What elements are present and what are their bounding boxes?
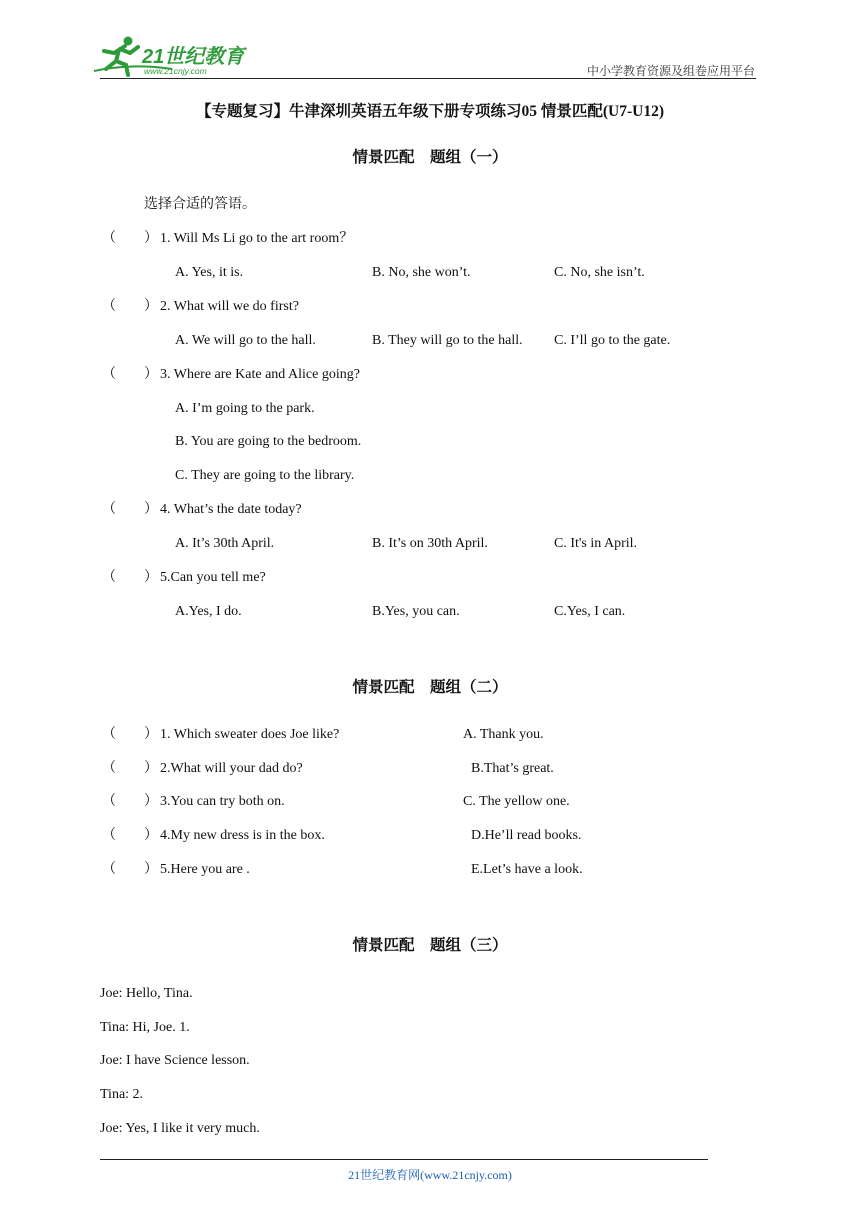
option-c: C. I’ll go to the gate. — [554, 333, 671, 348]
header-divider — [100, 78, 756, 79]
logo-url: www.21cnjy.com — [144, 66, 207, 76]
match-answer: E.Let’s have a look. — [471, 862, 583, 877]
answer-blank[interactable]: （ ） — [102, 794, 158, 809]
logo-text: 21世纪教育 — [142, 46, 245, 68]
answer-blank[interactable]: （ ） — [102, 502, 158, 517]
match-question: 2.What will your dad do? — [160, 761, 303, 776]
option-a: A. Yes, it is. — [175, 265, 244, 280]
option-a: A.Yes, I do. — [175, 604, 242, 619]
option-b: B.Yes, you can. — [372, 604, 460, 619]
answer-blank[interactable]: （ ） — [102, 299, 158, 314]
answer-blank[interactable]: （ ） — [102, 828, 158, 843]
header-platform-text: 中小学教育资源及组卷应用平台 — [586, 64, 755, 78]
answer-blank[interactable]: （ ） — [102, 231, 158, 246]
option-b: B. They will go to the hall. — [372, 333, 523, 348]
match-answer: D.He’ll read books. — [471, 828, 582, 843]
match-question: 4.My new dress is in the box. — [160, 828, 325, 843]
answer-blank[interactable]: （ ） — [102, 570, 158, 585]
dialogue-line: Tina: Hi, Joe. 1. — [100, 1020, 190, 1035]
match-answer: B.That’s great. — [471, 761, 554, 776]
dialogue-line: Tina: 2. — [100, 1087, 144, 1102]
runner-icon — [92, 33, 262, 77]
answer-blank[interactable]: （ ） — [102, 862, 158, 877]
document-title: 【专题复习】牛津深圳英语五年级下册专项练习05 情景匹配(U7-U12) — [196, 103, 664, 120]
answer-blank[interactable]: （ ） — [102, 761, 158, 776]
section1-title: 情景匹配 题组（一） — [352, 149, 508, 166]
dialogue-line: Joe: I have Science lesson. — [100, 1053, 250, 1068]
option-c: C. It's in April. — [554, 536, 638, 551]
option-a: A. We will go to the hall. — [175, 333, 316, 348]
option-c: C. No, she isn’t. — [554, 265, 645, 280]
match-question: 1. Which sweater does Joe like? — [160, 727, 340, 742]
section3-title: 情景匹配 题组（三） — [352, 937, 508, 954]
option-b: B. No, she won’t. — [372, 265, 471, 280]
question-text: 5.Can you tell me? — [160, 570, 266, 585]
option-b: B. It’s on 30th April. — [372, 536, 488, 551]
dialogue-line: Joe: Yes, I like it very much. — [100, 1121, 260, 1136]
footer-divider — [100, 1159, 708, 1160]
option-c: C.Yes, I can. — [554, 604, 626, 619]
option-a: A. I’m going to the park. — [175, 401, 315, 416]
question-text: 4. What’s the date today? — [160, 502, 302, 517]
section1-instruction: 选择合适的答语。 — [144, 197, 256, 212]
match-answer: C. The yellow one. — [463, 794, 570, 809]
option-b: B. You are going to the bedroom. — [175, 434, 362, 449]
option-a: A. It’s 30th April. — [175, 536, 275, 551]
match-question: 5.Here you are . — [160, 862, 250, 877]
question-text: 1. Will Ms Li go to the art room？ — [160, 231, 354, 246]
section2-title: 情景匹配 题组（二） — [352, 679, 508, 696]
option-c: C. They are going to the library. — [175, 468, 355, 483]
match-answer: A. Thank you. — [463, 727, 544, 742]
dialogue-line: Joe: Hello, Tina. — [100, 986, 193, 1001]
answer-blank[interactable]: （ ） — [102, 367, 158, 382]
match-question: 3.You can try both on. — [160, 794, 285, 809]
question-text: 2. What will we do first? — [160, 299, 299, 314]
footer-link[interactable]: 21世纪教育网(www.21cnjy.com) — [348, 1168, 512, 1182]
question-text: 3. Where are Kate and Alice going? — [160, 367, 360, 382]
answer-blank[interactable]: （ ） — [102, 727, 158, 742]
site-logo — [92, 33, 262, 77]
